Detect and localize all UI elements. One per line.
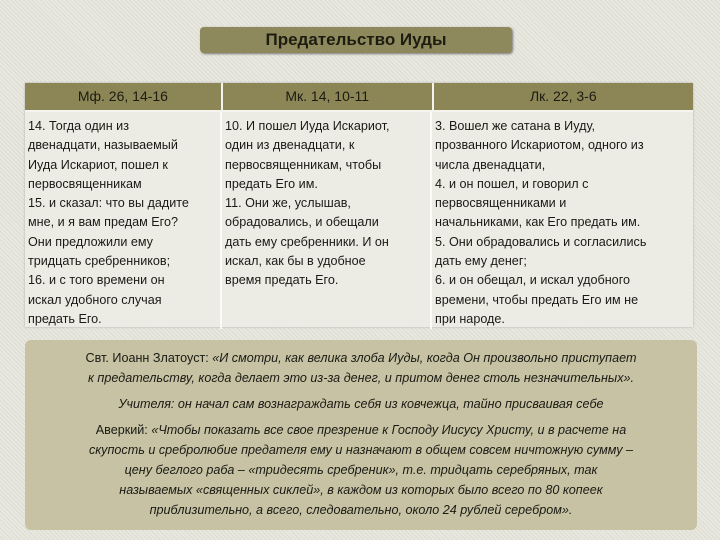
header-luke: Лк. 22, 3-6 <box>529 88 597 104</box>
quote-averky <box>25 420 697 520</box>
verse-line: тридцать сребренников; <box>28 254 171 269</box>
quote-line: Учителя: он начал сам вознаграждать себя из ковчежца, тайно присваивая себе <box>118 397 604 411</box>
verse-line: 3. Вошел же сатана в Иуду, <box>435 119 595 133</box>
verse-line: искал, как бы в удобное <box>225 254 366 269</box>
gospel-comparison-table <box>25 83 693 327</box>
verse-line: 6. и он обещал, и искал удобного <box>435 273 631 288</box>
quote-line: скупость и сребролюбие предателя ему и назначают в общем совсем ничтожную сумму – <box>88 443 634 457</box>
verse-line: один из двенадцати, к <box>225 138 355 153</box>
quote-line: называемых «священных сиклей», в каждом из которых было всего по 80 копеек <box>119 483 603 497</box>
verse-line: предать Его им. <box>225 176 318 191</box>
cell-mark <box>222 112 432 329</box>
commentary-box <box>25 340 697 530</box>
verse-line: 15. и сказал: что вы дадите <box>28 196 189 211</box>
header-mark: Мк. 14, 10-11 <box>223 83 434 110</box>
cell-luke <box>432 112 693 329</box>
verse-line: первосвященникам <box>28 176 142 191</box>
quote-line: «И смотри, как велика злоба Иуды, когда Он произвольно приступает <box>212 351 637 365</box>
verse-line: 5. Они обрадовались и согласились <box>435 234 647 249</box>
table-row <box>25 110 693 329</box>
verse-line: первосвященникам, чтобы <box>225 157 382 172</box>
quote-author: Аверкий: <box>95 423 152 437</box>
verse-line: при народе. <box>435 311 505 326</box>
verse-line: 14. Тогда один из <box>28 119 129 133</box>
verse-line: предать Его. <box>28 311 102 326</box>
verse-line: 10. И пошел Иуда Искариот, <box>225 119 390 133</box>
verse-line: числа двенадцати, <box>435 157 546 172</box>
verse-line: времени, чтобы предать Его им не <box>435 292 639 307</box>
slide-title: Предательство Иуды <box>200 27 512 53</box>
verse-line: начальниками, как Его предать им. <box>435 215 641 230</box>
quote-line: цену беглого раба – «тридесять сребреник», т.е. тридцать серебряных, так <box>124 463 598 477</box>
quote-line: приблизительно, а всего, следовательно, около 24 рублей серебром». <box>149 503 573 517</box>
verse-line: 11. Они же, услышав, <box>225 196 351 211</box>
quote-line: к предательству, когда делает это из-за денег, и притом денег столь незначительных». <box>87 371 634 385</box>
verse-line: Они предложили ему <box>28 234 153 249</box>
verse-line: первосвященниками и <box>435 196 567 211</box>
verse-line: дать ему денег; <box>435 254 527 269</box>
verse-line: время предать Его. <box>225 273 339 288</box>
verse-line: дать ему сребренники. И он <box>225 234 389 249</box>
verse-line: обрадовались, и обещали <box>225 215 379 230</box>
verse-line: Иуда Искариот, пошел к <box>28 157 168 172</box>
quote-line: «Чтобы показать все свое презрение к Господу Иисусу Христу, и в расчете на <box>151 423 627 437</box>
verse-line: двенадцати, называемый <box>28 138 178 153</box>
verse-line: 4. и он пошел, и говорил с <box>435 176 589 191</box>
table-header-row <box>25 83 693 110</box>
verse-line: искал удобного случая <box>28 292 162 307</box>
quote-author: Свт. Иоанн Златоуст: <box>85 351 213 365</box>
cell-matthew <box>25 112 222 329</box>
quote-teachers <box>25 394 697 414</box>
quote-chrysostom <box>25 348 697 388</box>
verse-line: прозванного Искариотом, одного из <box>435 138 644 153</box>
verse-line: мне, и я вам предам Его? <box>28 215 178 230</box>
header-matthew: Мф. 26, 14-16 <box>25 83 223 110</box>
verse-line: 16. и с того времени он <box>28 273 165 288</box>
